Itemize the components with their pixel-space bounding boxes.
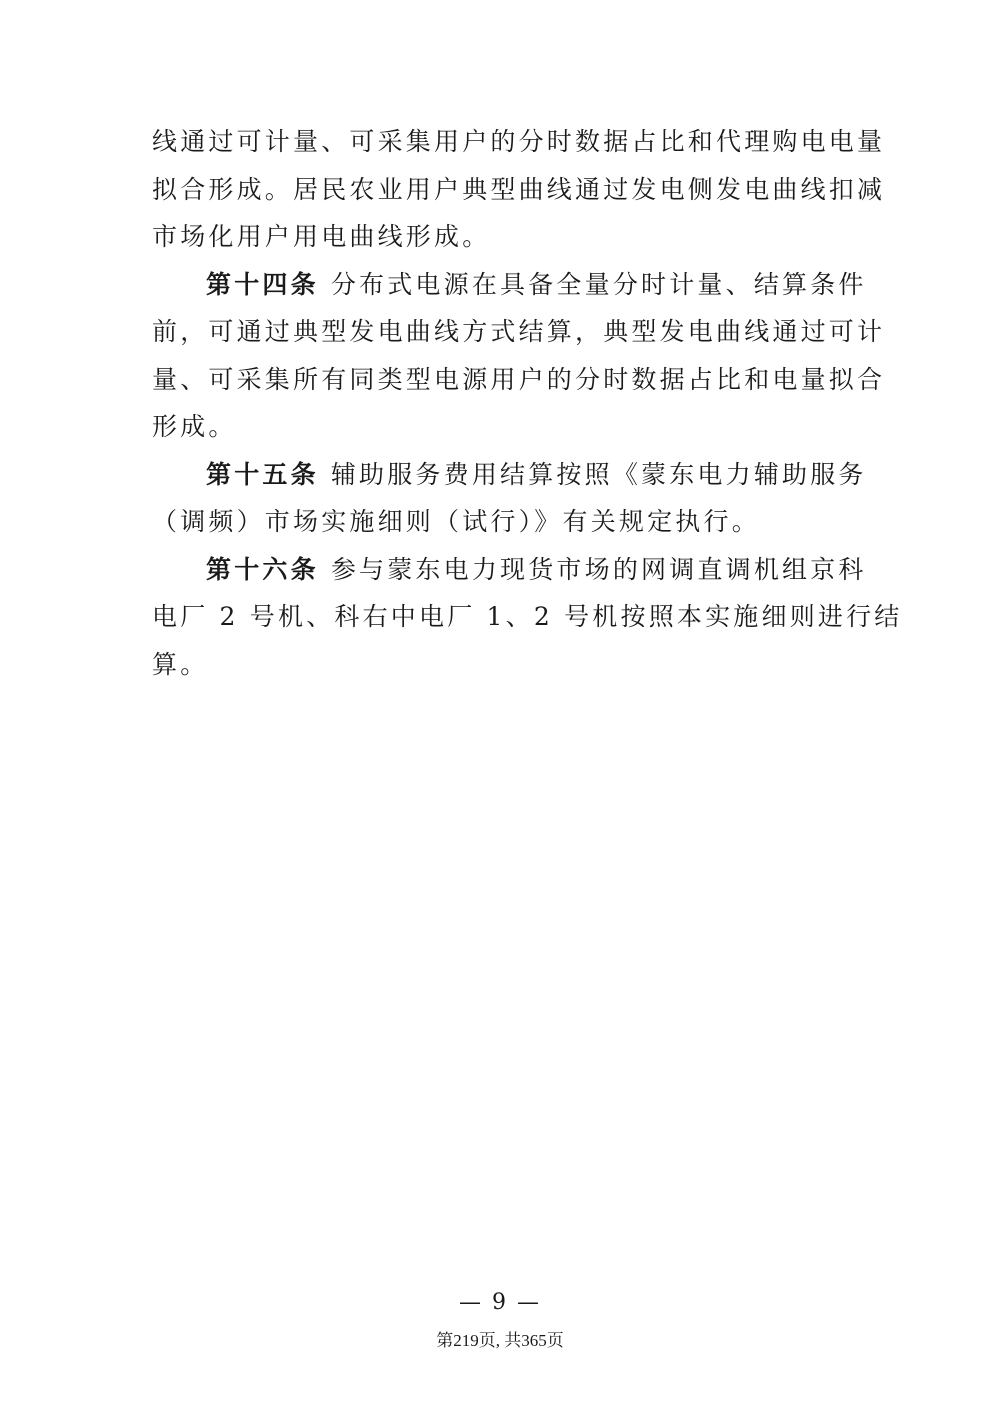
article-16-first-line <box>152 546 867 594</box>
article-16-heading: 第十六条 <box>206 554 319 584</box>
text-line: 线通过可计量、可采集用户的分时数据占比和代理购电电量 <box>152 127 886 156</box>
text-line: 分布式电源在具备全量分时计量、结算条件 <box>330 269 867 299</box>
article-15-heading: 第十五条 <box>206 459 319 489</box>
text-line: 算。 <box>152 649 209 679</box>
text-line: 辅助服务费用结算按照《蒙东电力辅助服务 <box>330 459 867 489</box>
text-line: 电厂 2 号机、科右中电厂 1、2 号机按照本实施细则进行结 <box>152 602 903 631</box>
text-line: 市场化用户用电曲线形成。 <box>152 222 491 251</box>
text-line: 量、可采集所有同类型电源用户的分时数据占比和电量拟合 <box>152 364 886 394</box>
page-number: — 9 — <box>459 1290 541 1315</box>
text-line: 前，可通过典型发电曲线方式结算，典型发电曲线通过可计 <box>152 317 886 346</box>
text-line: （调频）市场实施细则（试行）》有关规定执行。 <box>152 507 760 536</box>
page-footer: 第219页, 共365页 <box>436 1331 564 1350</box>
article-15-first-line <box>152 451 867 499</box>
text-line: 形成。 <box>152 412 237 441</box>
text-line: 参与蒙东电力现货市场的网调直调机组京科 <box>330 554 867 584</box>
article-14-heading: 第十四条 <box>206 269 319 299</box>
text-line: 拟合形成。居民农业用户典型曲线通过发电侧发电曲线扣减 <box>152 174 886 204</box>
body-text <box>152 118 903 688</box>
article-14-first-line <box>152 261 867 309</box>
